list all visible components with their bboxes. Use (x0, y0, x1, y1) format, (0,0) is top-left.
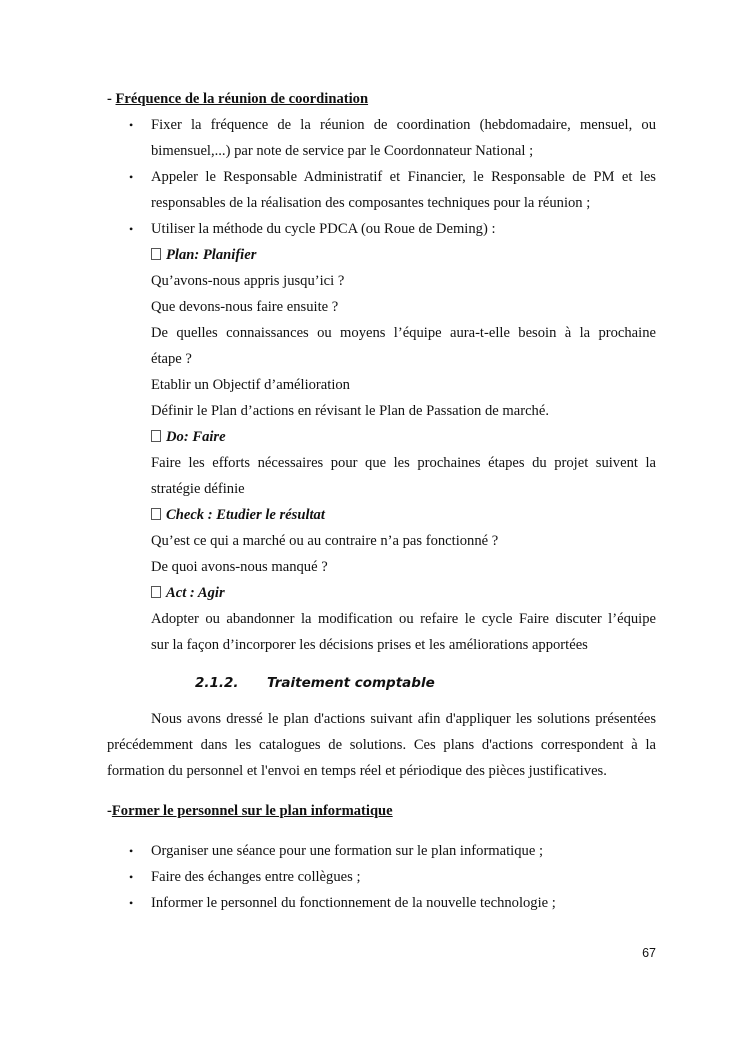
text-line: responsables de la réalisation des composantes techniques pour la réunion ; (151, 195, 591, 211)
heading-title: Fréquence de la réunion de coordination (115, 91, 369, 107)
heading-prefix: - (107, 803, 112, 819)
text-line: De quelles connaissances ou moyens l’équipe aura-t-elle besoin à la prochaine (151, 325, 656, 341)
text-line: Qu’avons-nous appris jusqu’ici ? (151, 273, 345, 289)
page-number: 67 (642, 946, 656, 960)
spacer (107, 824, 656, 838)
text-line: Adopter ou abandonner la modification ou refaire le cycle Faire discuter l’équipe (151, 611, 656, 627)
text-line: Que devons-nous faire ensuite ? (151, 299, 339, 315)
subsection-number: 2.1.2. (195, 675, 239, 691)
subsection-heading (107, 670, 656, 696)
pdca-plan-label: Plan: Planifier (151, 242, 656, 268)
section-heading-training (107, 798, 656, 824)
checkbox-glyph-icon (151, 508, 161, 520)
list-item (129, 112, 656, 164)
text-line: Informer le personnel du fonctionnement de la nouvelle technologie ; (151, 895, 556, 911)
subsection-title: Traitement comptable (267, 675, 435, 691)
bullet-icon: • (129, 870, 134, 884)
text-line: stratégie définie (151, 481, 245, 497)
text-line: Appeler le Responsable Administratif et Financier, le Responsable de PM et les (151, 169, 656, 185)
text-line: formation du personnel et l'envoi en temps réel et périodique des pièces justificatives. (107, 763, 607, 779)
coordination-bullet-list (107, 112, 656, 242)
text-line: précédemment dans les catalogues de solutions. Ces plans d'actions correspondent à la (107, 737, 656, 753)
list-item (129, 838, 656, 864)
checkbox-glyph-icon (151, 430, 161, 442)
text-line: Nous avons dressé le plan d'actions suivant afin d'appliquer les solutions présentées (151, 711, 656, 727)
list-item (129, 864, 656, 890)
bullet-icon: • (129, 118, 134, 132)
text-line: De quoi avons-nous manqué ? (151, 559, 328, 575)
text-line: Faire des échanges entre collègues ; (151, 869, 361, 885)
pdca-check-label: Check : Etudier le résultat (151, 502, 656, 528)
checkbox-glyph-icon (151, 248, 161, 260)
pdca-do-label: Do: Faire (151, 424, 656, 450)
checkbox-glyph-icon (151, 586, 161, 598)
bullet-icon: • (129, 844, 134, 858)
document-page (107, 86, 656, 916)
pdca-block (107, 242, 656, 658)
spacer (107, 784, 656, 798)
list-item (129, 216, 656, 242)
text-line: Fixer la fréquence de la réunion de coordination (hebdomadaire, mensuel, ou (151, 117, 656, 133)
text-line: étape ? (151, 351, 192, 367)
pdca-act-label: Act : Agir (151, 580, 656, 606)
text-line: Qu’est ce qui a marché ou au contraire n’a pas fonctionné ? (151, 533, 499, 549)
section-heading-coordination (107, 86, 656, 112)
text-line: Faire les efforts nécessaires pour que les prochaines étapes du projet suivent la (151, 455, 656, 471)
list-item (129, 890, 656, 916)
body-paragraph (107, 706, 656, 784)
text-line: Utiliser la méthode du cycle PDCA (ou Roue de Deming) : (151, 221, 496, 237)
bullet-icon: • (129, 896, 134, 910)
text-line: sur la façon d’incorporer les décisions prises et les améliorations apportées (151, 637, 588, 653)
text-line: Etablir un Objectif d’amélioration (151, 377, 350, 393)
bullet-icon: • (129, 170, 134, 184)
text-line: bimensuel,...) par note de service par le Coordonnateur National ; (151, 143, 534, 159)
heading-prefix: - (107, 91, 116, 107)
heading-title: Former le personnel sur le plan informatique (111, 803, 393, 819)
list-item (129, 164, 656, 216)
training-bullet-list (107, 838, 656, 916)
text-line: Définir le Plan d’actions en révisant le Plan de Passation de marché. (151, 403, 549, 419)
text-line: Organiser une séance pour une formation sur le plan informatique ; (151, 843, 544, 859)
bullet-icon: • (129, 222, 134, 236)
